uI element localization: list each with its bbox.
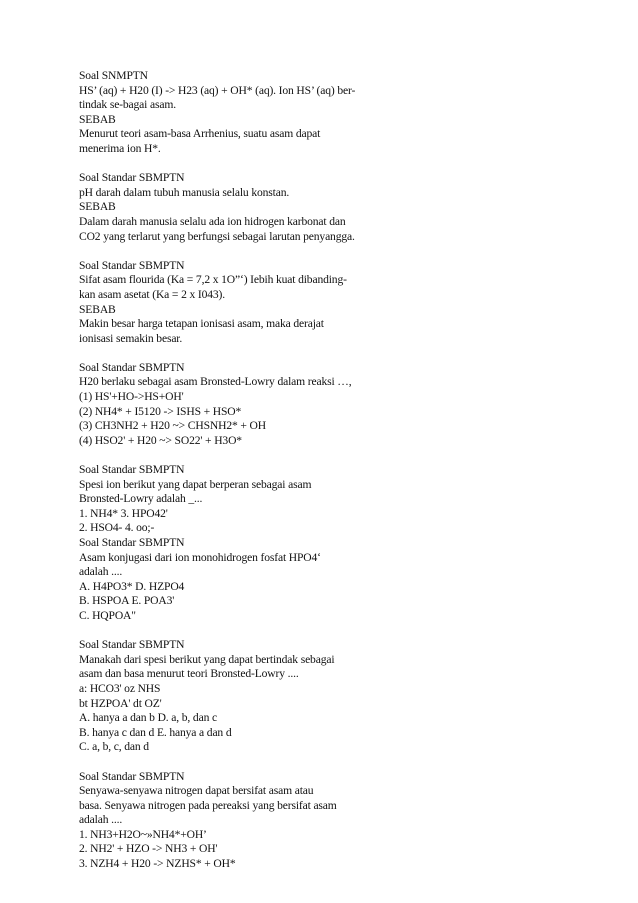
text-line: 2. NH2' + HZO -> NH3 + OH' [79, 842, 218, 856]
question-block [79, 770, 399, 872]
question-block [79, 69, 399, 157]
question-heading: Soal Standar SBMPTN [79, 769, 185, 783]
text-line: Senyawa-senyawa nitrogen dapat bersifat asam atau [79, 784, 314, 798]
text-line: bt HZPOA' dt OZ' [79, 696, 162, 710]
text-line: CO2 yang terlarut yang berfungsi sebagai larutan penyangga. [79, 229, 355, 243]
document-text [79, 69, 399, 872]
question-block [79, 536, 399, 624]
text-line: Makin besar harga tetapan ionisasi asam, maka derajat [79, 317, 324, 331]
question-heading: Soal Standar SBMPTN [79, 536, 185, 549]
text-line: C. a, b, c, dan d [79, 740, 149, 754]
question-heading: Soal Standar SBMPTN [79, 638, 185, 652]
text-line: B. HSPOA E. POA3' [79, 594, 175, 608]
text-line: a: HCO3' oz NHS [79, 681, 161, 695]
text-line: basa. Senyawa nitrogen pada pereaksi yang bersifat asam [79, 798, 337, 812]
text-line: (4) HSO2' + H20 ~> SO22' + H3O* [79, 433, 242, 447]
text-line: asam dan basa menurut teori Bronsted-Lowry .... [79, 667, 299, 681]
text-line: ionisasi semakin besar. [79, 331, 183, 345]
question-heading: Soal Standar SBMPTN [79, 258, 185, 272]
text-line: pH darah dalam tubuh manusia selalu konstan. [79, 185, 290, 199]
text-line: A. hanya a dan b D. a, b, dan c [79, 711, 217, 725]
text-line: HS’ (aq) + H20 (I) -> H23 (aq) + OH* (aq). Ion HS’ (aq) ber- [79, 83, 356, 97]
text-line: kan asam asetat (Ka = 2 x I043). [79, 287, 225, 301]
text-line: (3) CH3NH2 + H20 ~> CHSNH2* + OH [79, 419, 266, 433]
question-block [79, 638, 399, 755]
text-line: (1) HS'+HO->HS+OH' [79, 390, 184, 404]
text-line: Sifat asam flourida (Ka = 7,2 x 1O”‘) Iebih kuat dibanding- [79, 273, 347, 287]
text-line: SEBAB [79, 112, 116, 126]
question-heading: Soal Standar SBMPTN [79, 463, 185, 477]
text-line: SEBAB [79, 200, 116, 214]
question-heading: Soal Standar SBMPTN [79, 360, 185, 374]
text-line: SEBAB [79, 302, 116, 316]
text-line: 1. NH3+H2O~»NH4*+OH’ [79, 827, 207, 841]
text-line: H20 berlaku sebagai asam Bronsted-Lowry dalam reaksi …, [79, 375, 352, 389]
text-line: A. H4PO3* D. HZPO4 [79, 579, 185, 593]
text-line: menerima ion H*. [79, 141, 161, 155]
question-block [79, 171, 399, 244]
text-line: adalah .... [79, 565, 123, 579]
question-block [79, 361, 399, 449]
question-heading: Soal SNMPTN [79, 69, 148, 82]
question-block [79, 259, 399, 347]
text-line: Bronsted-Lowry adalah _... [79, 492, 203, 506]
text-line: Asam konjugasi dari ion monohidrogen fosfat HPO4‘ [79, 550, 321, 564]
text-line: (2) NH4* + I5120 -> ISHS + HSO* [79, 404, 242, 418]
text-line: adalah .... [79, 813, 123, 827]
text-line: 1. NH4* 3. HPO42' [79, 506, 168, 520]
text-line: 2. HSO4- 4. oo;- [79, 521, 155, 535]
text-line: Spesi ion berikut yang dapat berperan sebagai asam [79, 477, 312, 491]
text-line: C. HQPOA" [79, 608, 136, 622]
question-block [79, 463, 399, 536]
text-line: Manakah dari spesi berikut yang dapat bertindak sebagai [79, 652, 335, 666]
text-line: 3. NZH4 + H20 -> NZHS* + OH* [79, 857, 236, 871]
question-heading: Soal Standar SBMPTN [79, 171, 185, 185]
text-line: Dalam darah manusia selalu ada ion hidrogen karbonat dan [79, 214, 346, 228]
text-line: Menurut teori asam-basa Arrhenius, suatu asam dapat [79, 127, 321, 141]
text-line: tindak se-bagai asam. [79, 98, 176, 112]
text-line: B. hanya c dan d E. hanya a dan d [79, 725, 232, 739]
